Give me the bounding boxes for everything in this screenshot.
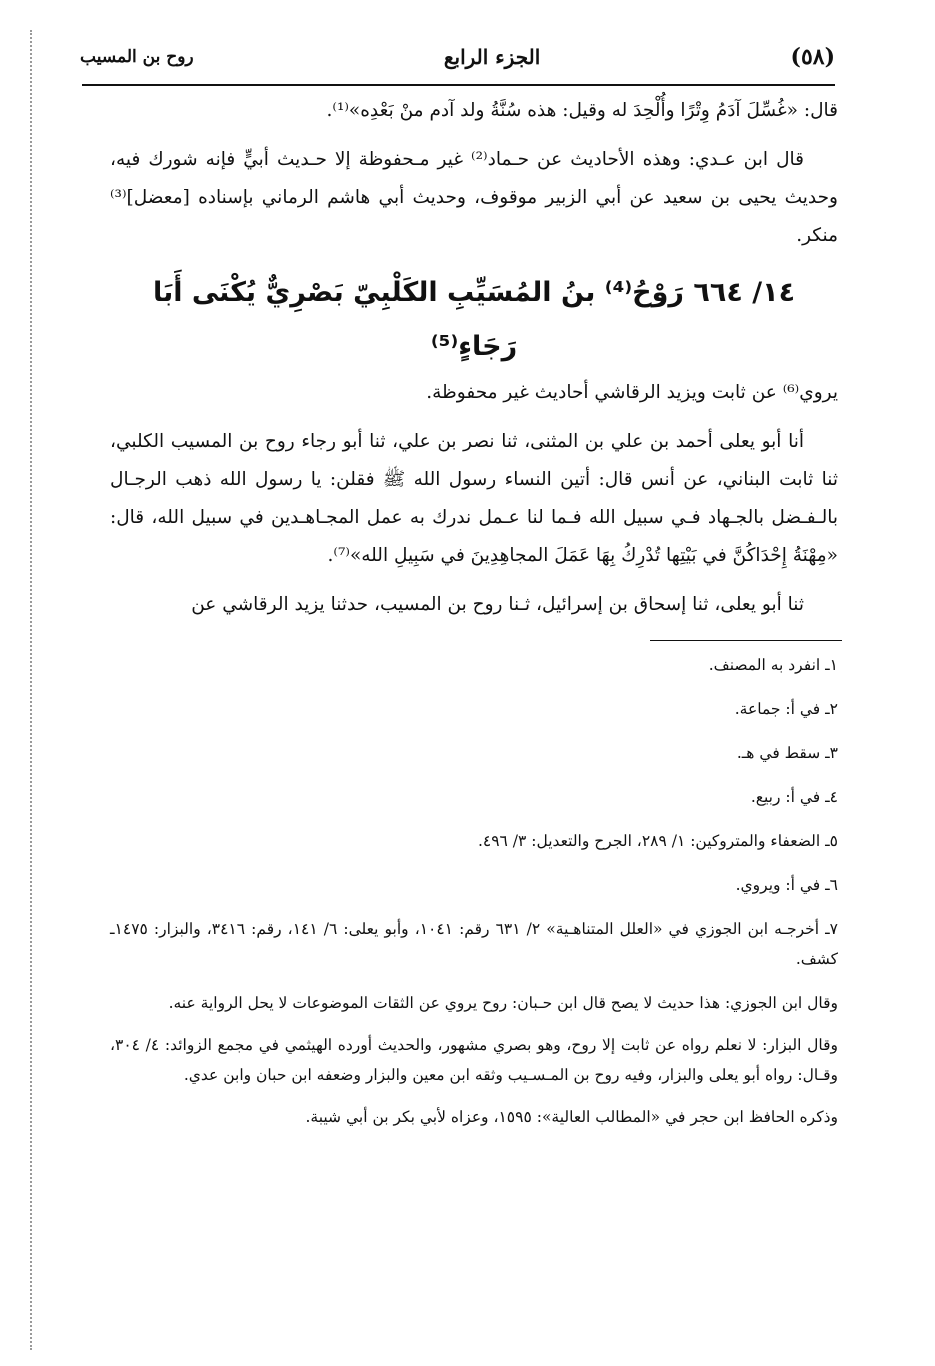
footnote-4: ٤ـ في أ: ربيع. (750, 788, 838, 806)
paragraph-hadith-end: قال: «غُسِّلَ آدَمُ وِتْرًا وأُلْحِدَ له وقيل: هذه سُنَّةُ ولد آدم منْ بَعْدِه»⁽¹⁾. (326, 100, 838, 121)
footnote-2: ٢ـ في أ: جماعة. (734, 700, 838, 718)
running-title: روح بن المسيب (80, 47, 194, 67)
footnote-separator (650, 640, 842, 641)
footnote-7-ibn-hajar: وذكره الحافظ ابن حجر في «المطالب العالية»: ١٥٩٥، وعزاه لأبي بكر بن أبي شيبة. (305, 1108, 838, 1126)
footnote-7: ٧ـ أخرجـه ابن الجوزي في «العلل المتناهـية» ٢/ ٦٣١ رقم: ١٠٤١، وأبو يعلى: ٦/ ١٤١، رقم: ٣٤١٦، والبزار: ١٤٧٥ـ كشف. (110, 920, 838, 968)
biography-heading: ١٤/ ٦٦٤ رَوْحُ⁽⁴⁾ بنُ المُسَيِّبِ الكَلْبِيّ بَصْرِيٌّ يُكْنَى أَبَا رَجَاءٍ⁽⁵⁾ (152, 277, 796, 362)
footnote-6: ٦ـ في أ: ويروي. (735, 876, 838, 894)
paragraph-narrates: يروي⁽⁶⁾ عن ثابت ويزيد الرقاشي أحاديث غير محفوظة. (426, 382, 838, 403)
footnote-3: ٣ـ سقط في هـ. (736, 744, 838, 762)
main-text (110, 92, 838, 635)
page-number: (٥٨) (790, 44, 835, 70)
paragraph-isnad-1: أنا أبو يعلى أحمد بن علي بن المثنى، ثنا نصر بن علي، ثنا أبو رجاء روح بن المسيب الكلبي، ثنا ثابت البناني، عن أنس قال: أتين النساء رسول الله ﷺ فقلن: يا رسول الله ذهب الرجـال بالـفـضل بالجـهاد فـي سبيل الله فـما لنا عـمل ندرك به عمل المجـاهـدين في سبيل الله، قال: «مِهْنَةُ إِحْدَاكُنَّ في بَيْتِها تُدْرِكُ بِهَا عَمَلَ المجاهِدِينَ في سَبِيلِ الله»⁽⁷⁾. (110, 431, 838, 566)
header-rule (82, 84, 835, 86)
scan-binding-dots (30, 30, 32, 1350)
footnotes (110, 650, 838, 1144)
footnote-5: ٥ـ الضعفاء والمتروكين: ١/ ٢٨٩، الجرح والتعديل: ٣/ ٤٩٦. (477, 832, 838, 850)
footnote-7-ibn-al-jawzi: وقال ابن الجوزي: هذا حديث لا يصح قال ابن حـبان: روح يروي عن الثقات الموضوعات لا يحل الرواية عنه. (168, 994, 838, 1012)
page-header (80, 38, 835, 76)
footnote-7-al-bazzar: وقال البزار: لا نعلم رواه عن ثابت إلا روح، وهو بصري مشهور، والحديث أورده الهيثمي في مجمع الزوائد: ٤/ ٣٠٤، وقـال: رواه أبو يعلى والبزار، وفيه روح بن المـسـيب وثقه ابن معين والبزار وضعفه ابن حبان وابن عدي. (110, 1036, 838, 1084)
footnote-1: ١ـ انفرد به المصنف. (708, 656, 838, 674)
paragraph-isnad-2: ثنا أبو يعلى، ثنا إسحاق بن إسرائيل، ثـنا روح بن المسيب، حدثنا يزيد الرقاشي عن (191, 594, 804, 615)
paragraph-ibn-adi: قال ابن عـدي: وهذه الأحاديث عن حـماد⁽²⁾ غير مـحفوظة إلا حـديث أبيٍّ فإنه شورك فيه، وحديث يحيى بن سعيد عن أبي الزبير موقوف، وحديث أبي هاشم الرماني بإسناده [معضل]⁽³⁾ منكر. (110, 149, 838, 246)
volume-title: الجزء الرابع (443, 45, 541, 69)
